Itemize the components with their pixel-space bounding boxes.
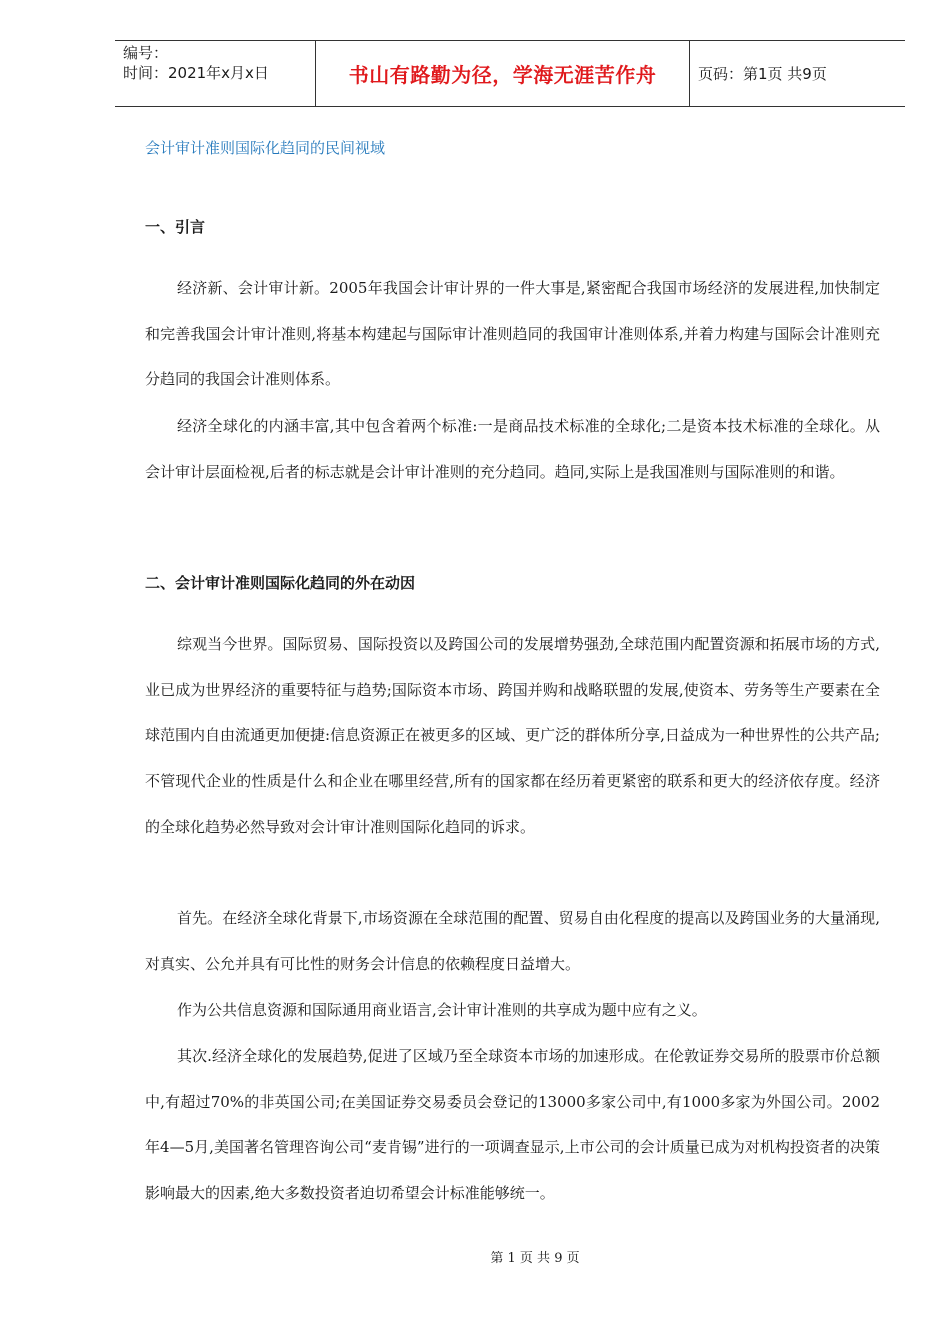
paragraph: 首先。在经济全球化背景下,市场资源在全球范围的配置、贸易自由化程度的提高以及跨国业务的大量涌现,对真实、公允并具有可比性的财务会计信息的依赖程度日益增大。 — [145, 909, 880, 973]
number-label: 编号： — [123, 44, 169, 62]
document-header — [115, 40, 905, 107]
header-page-label: 页码：第1页 共9页 — [698, 65, 827, 83]
page-footer: 第 1 页 共 9 页 — [490, 1251, 580, 1266]
header-motto: 书山有路勤为径，学海无涯苦作舟 — [316, 41, 690, 106]
paragraph: 经济全球化的内涵丰富,其中包含着两个标准:一是商品技术标准的全球化;二是资本技术标准的全球化。从会计审计层面检视,后者的标志就是会计审计准则的充分趋同。趋同,实际上是我国准则与国际准则的和谐。 — [145, 417, 880, 481]
paragraph: 其次.经济全球化的发展趋势,促进了区域乃至全球资本市场的加速形成。在伦敦证券交易所的股票市价总额中,有超过70%的非英国公司;在美国证券交易委员会登记的13000多家公司中,有1000多家为外国公司。2002年4—5月,美国著名管理咨询公司“麦肯锡”进行的一项调查显示,上市公司的会计质量已成为对机构投资者的决策影响最大的因素,绝大多数投资者迫切希望会计标准能够统一。 — [145, 1047, 880, 1203]
time-label: 时间：2021年x月x日 — [123, 64, 269, 82]
section-heading-introduction: 一、引言 — [145, 218, 206, 236]
document-title: 会计审计准则国际化趋同的民间视域 — [145, 139, 386, 157]
paragraph: 综观当今世界。国际贸易、国际投资以及跨国公司的发展增势强劲,全球范围内配置资源和拓展市场的方式,业已成为世界经济的重要特征与趋势;国际资本市场、跨国并购和战略联盟的发展,使资本、劳务等生产要素在全球范围内自由流通更加便捷:信息资源正在被更多的区域、更广泛的群体所分享,日益成为一种世界性的公共产品;不管现代企业的性质是什么和企业在哪里经营,所有的国家都在经历着更紧密的联系和更大的经济依存度。经济的全球化趋势必然导致对会计审计准则国际化趋同的诉求。 — [145, 635, 880, 836]
header-meta-cell — [115, 41, 316, 106]
paragraph: 作为公共信息资源和国际通用商业语言,会计审计准则的共享成为题中应有之义。 — [177, 1001, 707, 1019]
paragraph: 经济新、会计审计新。2005年我国会计审计界的一件大事是,紧密配合我国市场经济的发展进程,加快制定和完善我国会计审计准则,将基本构建起与国际审计准则趋同的我国审计准则体系,并着力构建与国际会计准则充分趋同的我国会计准则体系。 — [145, 279, 880, 389]
section-heading-external-drivers: 二、会计审计准则国际化趋同的外在动因 — [145, 574, 416, 592]
